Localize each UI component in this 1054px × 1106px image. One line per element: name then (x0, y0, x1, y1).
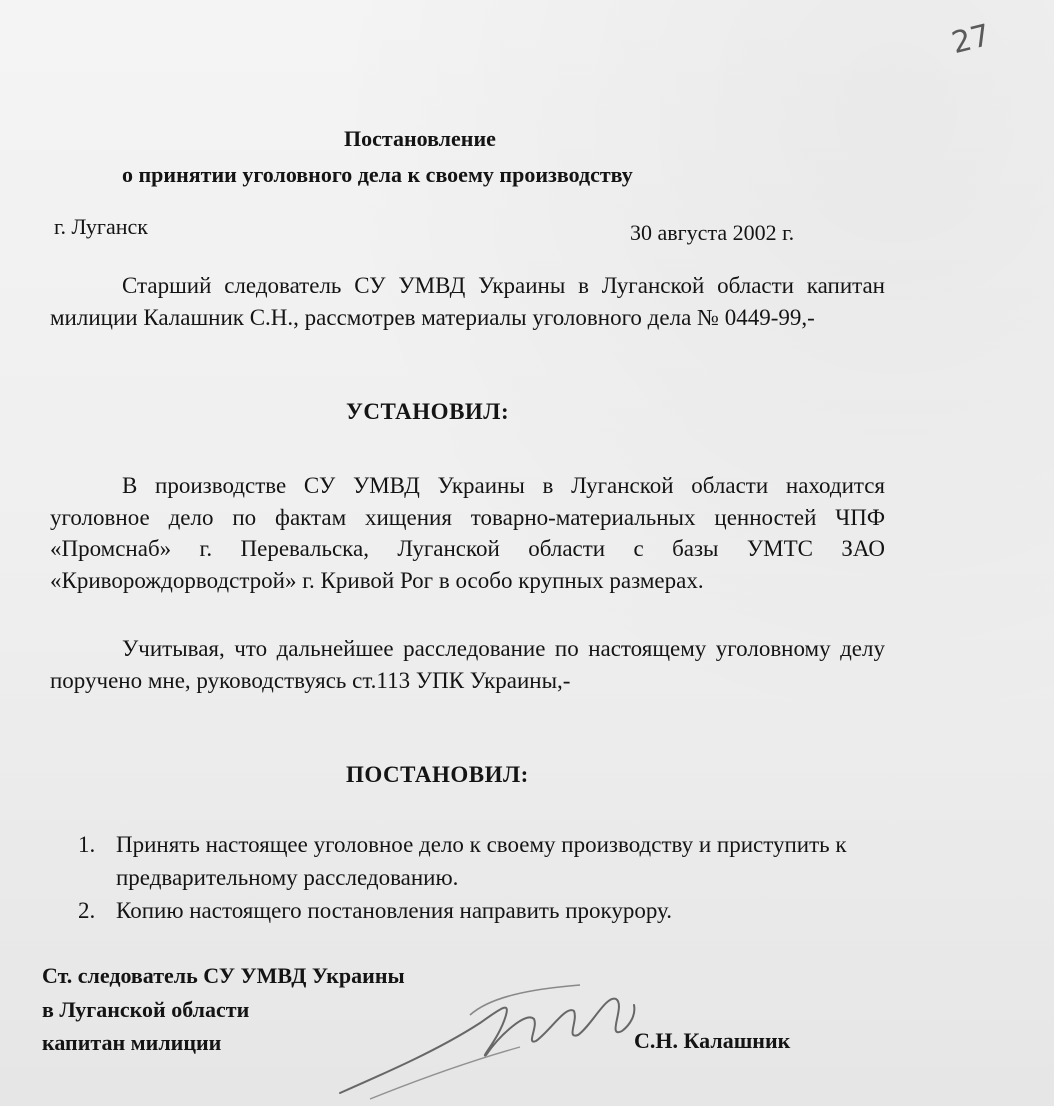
document-place: г. Луганск (54, 214, 148, 239)
intro-paragraph: Старший следователь СУ УМВД Украины в Луганской области капитан милиции Калашник С.Н., рассмотрев материалы уголовного дела № 0449-99,- (50, 273, 885, 330)
page-number: 27 (948, 17, 994, 62)
handwritten-signature (330, 975, 660, 1105)
signatory-title-line1: Ст. следователь СУ УМВД Украины (42, 963, 405, 988)
document-date: 30 августа 2002 г. (630, 220, 795, 245)
document-title: Постановление (344, 126, 496, 151)
heading-established: УСТАНОВИЛ: (346, 399, 510, 424)
established-paragraph-2: Учитывая, что дальнейшее расследование по настоящему уголовному делу поручено мне, руководствуясь ст.113 УПК Украины,- (50, 636, 885, 693)
signatory-title-line2: в Луганской области (42, 997, 250, 1022)
heading-resolved: ПОСТАНОВИЛ: (346, 762, 529, 787)
list-item (78, 894, 878, 927)
signatory-title-line3: капитан милиции (42, 1030, 222, 1055)
list-item-text: Копию настоящего постановления направить прокурору. (116, 898, 673, 923)
resolution-list (78, 828, 878, 927)
list-item (78, 828, 878, 894)
signatory-name: С.Н. Калашник (634, 1028, 791, 1053)
list-item-number: 1. (78, 832, 96, 857)
established-paragraph-1: В производстве СУ УМВД Украины в Луганской области находится уголовное дело по фактам хищения товарно-материальных ценностей ЧПФ «Промснаб» г. Перевальска, Луганской области с базы УМТС ЗАО «Криворождорводстрой» г. Кривой Рог в особо крупных размерах. (50, 473, 885, 593)
list-item-number: 2. (78, 898, 96, 923)
document-subtitle: о принятии уголовного дела к своему производству (122, 162, 633, 187)
list-item-text: Принять настоящее уголовное дело к своему производству и приступить к предварительному расследованию. (116, 832, 847, 890)
